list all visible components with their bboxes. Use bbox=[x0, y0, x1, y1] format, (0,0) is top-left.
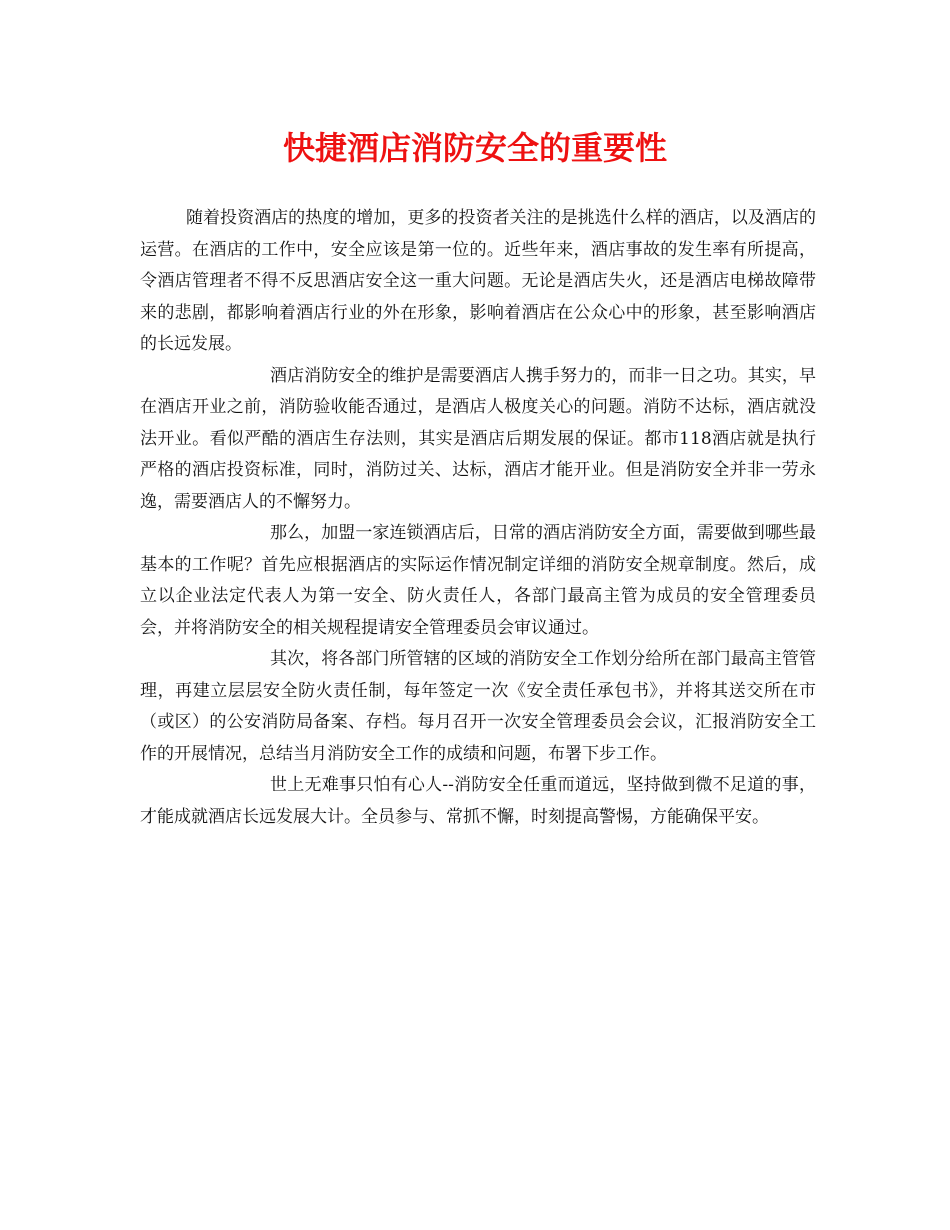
document-body bbox=[140, 203, 816, 833]
paragraph-responsibility: 其次，将各部门所管辖的区域的消防安全工作划分给所在部门最高主管管理，再建立层层安全防火责任制，每年签定一次《安全责任承包书》，并将其送交所在市（或区）的公安消防局备案、存档。每月召开一次安全管理委员会会议，汇报消防安全工作的开展情况，总结当月消防安全工作的成绩和问题，布署下步工作。 bbox=[140, 649, 816, 764]
document-title: 快捷酒店消防安全的重要性 bbox=[282, 129, 667, 167]
paragraph-basic-work: 那么，加盟一家连锁酒店后，日常的酒店消防安全方面，需要做到哪些最基本的工作呢？首先应根据酒店的实际运作情况制定详细的消防安全规章制度。然后，成立以企业法定代表人为第一安全、防火责任人，各部门最高主管为成员的安全管理委员会，并将消防安全的相关规程提请安全管理委员会审议通过。 bbox=[140, 523, 816, 638]
paragraph-intro: 随着投资酒店的热度的增加，更多的投资者关注的是挑选什么样的酒店，以及酒店的运营。在酒店的工作中，安全应该是第一位的。近些年来，酒店事故的发生率有所提高，令酒店管理者不得不反思酒店安全这一重大问题。无论是酒店失火，还是酒店电梯故障带来的悲剧，都影响着酒店行业的外在形象，影响着酒店在公众心中的形象，甚至影响酒店的长远发展。 bbox=[140, 208, 816, 354]
paragraph-conclusion: 世上无难事只怕有心人--消防安全任重而道远，坚持做到微不足道的事，才能成就酒店长远发展大计。全员参与、常抓不懈，时刻提高警惕，方能确保平安。 bbox=[140, 775, 816, 827]
paragraph-maintenance: 酒店消防安全的维护是需要酒店人携手努力的，而非一日之功。其实，早在酒店开业之前，消防验收能否通过，是酒店人极度关心的问题。消防不达标，酒店就没法开业。看似严酷的酒店生存法则，其实是酒店后期发展的保证。都市118酒店就是执行严格的酒店投资标准，同时，消防过关、达标，酒店才能开业。但是消防安全并非一劳永逸，需要酒店人的不懈努力。 bbox=[140, 365, 816, 512]
